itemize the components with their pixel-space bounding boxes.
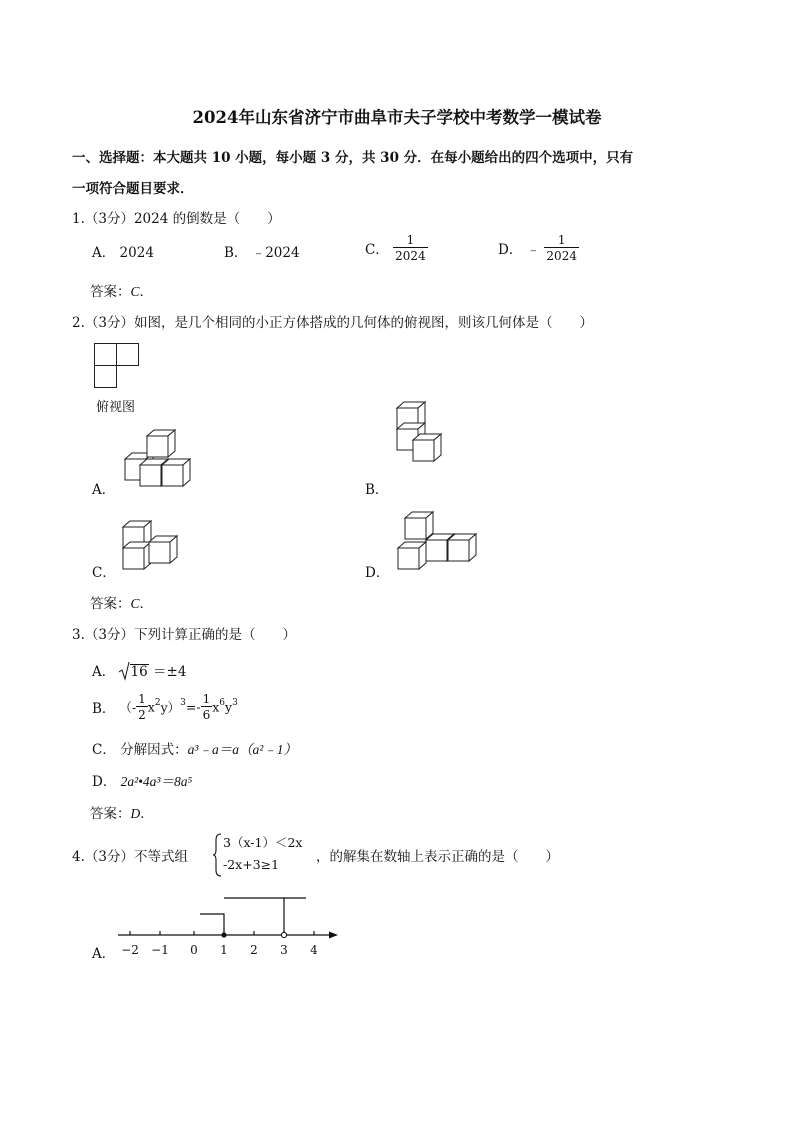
left-brace-icon bbox=[212, 833, 222, 877]
q3-b-x2: x bbox=[212, 699, 220, 715]
q3-d-math: 2a²•4a³＝8a⁵ bbox=[120, 774, 193, 789]
q3-option-b-label: B． bbox=[92, 701, 116, 717]
arrow-right-icon bbox=[329, 932, 338, 939]
sqrt-expression bbox=[120, 664, 149, 680]
q2-answer bbox=[90, 592, 153, 612]
q3-a-radicand: 16 bbox=[130, 664, 148, 680]
q3-option-d-label: D． bbox=[92, 774, 117, 790]
q1-d-numerator: 1 bbox=[557, 233, 566, 247]
q3-b-num2: 1 bbox=[202, 692, 211, 706]
q3-option-c bbox=[92, 738, 297, 758]
q3-b-den: 2 bbox=[138, 708, 146, 722]
top-view-cell bbox=[95, 366, 117, 388]
unit-cube bbox=[405, 512, 433, 539]
closed-dot-1 bbox=[221, 932, 226, 937]
unit-cube bbox=[147, 430, 175, 457]
q3-option-a bbox=[92, 660, 186, 680]
q4-stem-prefix: 4.（3分）不等式组 bbox=[72, 849, 188, 865]
q1-answer-value: C bbox=[130, 284, 140, 299]
axis-tick-label: 2 bbox=[250, 943, 258, 957]
q3-stem: 3.（3分）下列计算正确的是（ ） bbox=[72, 627, 296, 643]
q4-option-a-label: A． bbox=[92, 946, 116, 962]
q3-option-a-label: A． bbox=[92, 664, 116, 680]
q1-option-c bbox=[365, 234, 428, 262]
q1-answer bbox=[90, 280, 153, 300]
q4-option-a-number-line bbox=[118, 892, 343, 962]
q3-answer-end: ． bbox=[140, 806, 154, 822]
q3-a-rest: ＝±4 bbox=[153, 664, 187, 680]
q2-stem: 2.（3分）如图，是几个相同的小正方体搭成的几何体的俯视图，则该几何体是（ ） bbox=[72, 315, 593, 331]
q3-b-fraction2 bbox=[201, 693, 213, 721]
q3-answer bbox=[90, 802, 154, 822]
q1-option-d-sign: ﹣ bbox=[526, 242, 541, 258]
axis-tick-label: 1 bbox=[220, 943, 228, 957]
q3-b-x-exp: 2 bbox=[154, 697, 161, 708]
q2-option-c-figure bbox=[118, 516, 186, 574]
top-view-caption: 俯视图 bbox=[96, 400, 136, 415]
section-header-line1: 一、选择题：本大题共 10 小题，每小题 3 分，共 30 分．在每小题给出的四个选项中，只有 bbox=[72, 150, 634, 166]
q1-option-d bbox=[498, 234, 579, 262]
q1-option-b-label: B． bbox=[224, 245, 248, 261]
q1-option-b bbox=[224, 241, 300, 261]
axis-tick-label: −1 bbox=[151, 943, 169, 957]
q1-stem: 1.（3分）2024 的倒数是（ ） bbox=[72, 211, 281, 227]
sqrt-sign-icon bbox=[118, 661, 130, 681]
q1-option-b-text: ﹣2024 bbox=[251, 245, 300, 261]
q3-b-num: 1 bbox=[138, 692, 146, 706]
q1-option-d-label: D． bbox=[498, 242, 523, 258]
q4-inequality-1: 3（x-1）＜2x bbox=[223, 835, 303, 850]
q3-b-x2-exp: 6 bbox=[219, 697, 226, 708]
top-view-figure bbox=[94, 343, 140, 389]
q3-b-fraction1 bbox=[136, 693, 148, 721]
q1-answer-end: ． bbox=[139, 284, 154, 300]
unit-cube bbox=[413, 434, 441, 461]
q4-inequality-2: -2x+3≥1 bbox=[223, 857, 280, 872]
axis-tick-label: 0 bbox=[190, 943, 198, 957]
q1-option-c-fraction bbox=[393, 234, 428, 262]
q3-b-x: x bbox=[147, 699, 155, 715]
q2-option-d-figure bbox=[393, 509, 483, 573]
q1-c-denominator: 2024 bbox=[395, 249, 426, 263]
unit-cube bbox=[149, 536, 177, 563]
answer-prefix: 答案： bbox=[90, 596, 131, 612]
q3-b-y: y） bbox=[160, 700, 181, 715]
answer-prefix: 答案： bbox=[90, 806, 131, 822]
axis-tick-label: 3 bbox=[280, 943, 288, 957]
q3-c-math: a³﹣a＝a（a²﹣1） bbox=[187, 742, 297, 757]
segment-lt-3 bbox=[224, 898, 284, 935]
axis-tick-label: 4 bbox=[310, 943, 318, 957]
q3-answer-value: D bbox=[130, 806, 141, 821]
q2-option-b-label: B． bbox=[365, 482, 389, 498]
q1-option-d-fraction bbox=[544, 234, 579, 262]
q3-b-eq: =- bbox=[185, 699, 201, 715]
q1-d-denominator: 2024 bbox=[546, 249, 577, 263]
q1-c-numerator: 1 bbox=[406, 233, 415, 247]
answer-prefix: 答案： bbox=[90, 284, 131, 300]
q2-answer-end: ． bbox=[139, 596, 154, 612]
unit-cube bbox=[123, 542, 151, 569]
q3-b-den2: 6 bbox=[202, 708, 211, 722]
q1-option-a-text: 2024 bbox=[119, 245, 154, 261]
q1-option-a-label: A． bbox=[92, 245, 116, 261]
ray-ge-1 bbox=[200, 914, 224, 935]
q3-b-outer-exp: 3 bbox=[180, 697, 186, 708]
open-dot-3 bbox=[281, 932, 286, 937]
q2-option-c-label: C． bbox=[92, 565, 116, 581]
unit-cube bbox=[448, 534, 476, 561]
page-title: 2024年山东省济宁市曲阜市夫子学校中考数学一模试卷 bbox=[192, 108, 602, 127]
q2-option-a-label: A． bbox=[92, 482, 116, 498]
q3-b-y2: y bbox=[225, 699, 233, 715]
q2-answer-value: C bbox=[130, 596, 140, 611]
q3-c-prefix: 分解因式： bbox=[120, 742, 188, 758]
top-view-cell bbox=[95, 344, 117, 366]
q4-stem-suffix: ，的解集在数轴上表示正确的是（ ） bbox=[316, 849, 559, 865]
unit-cube bbox=[162, 459, 190, 486]
q3-option-b bbox=[92, 693, 238, 721]
q3-b-open: （- bbox=[119, 700, 137, 715]
q1-option-c-label: C． bbox=[365, 242, 389, 258]
unit-cube bbox=[398, 542, 426, 569]
q3-option-d bbox=[92, 770, 192, 790]
top-view-cell bbox=[117, 344, 139, 366]
section-header-line2: 一项符合题目要求． bbox=[72, 181, 194, 197]
q2-option-a-figure bbox=[118, 426, 198, 490]
q3-b-y2-exp: 3 bbox=[232, 697, 238, 708]
q2-option-b-figure bbox=[392, 398, 452, 490]
axis-tick-label: −2 bbox=[121, 943, 139, 957]
q3-option-c-label: C． bbox=[92, 742, 116, 758]
q2-option-d-label: D． bbox=[365, 565, 390, 581]
q1-option-a bbox=[92, 241, 154, 261]
